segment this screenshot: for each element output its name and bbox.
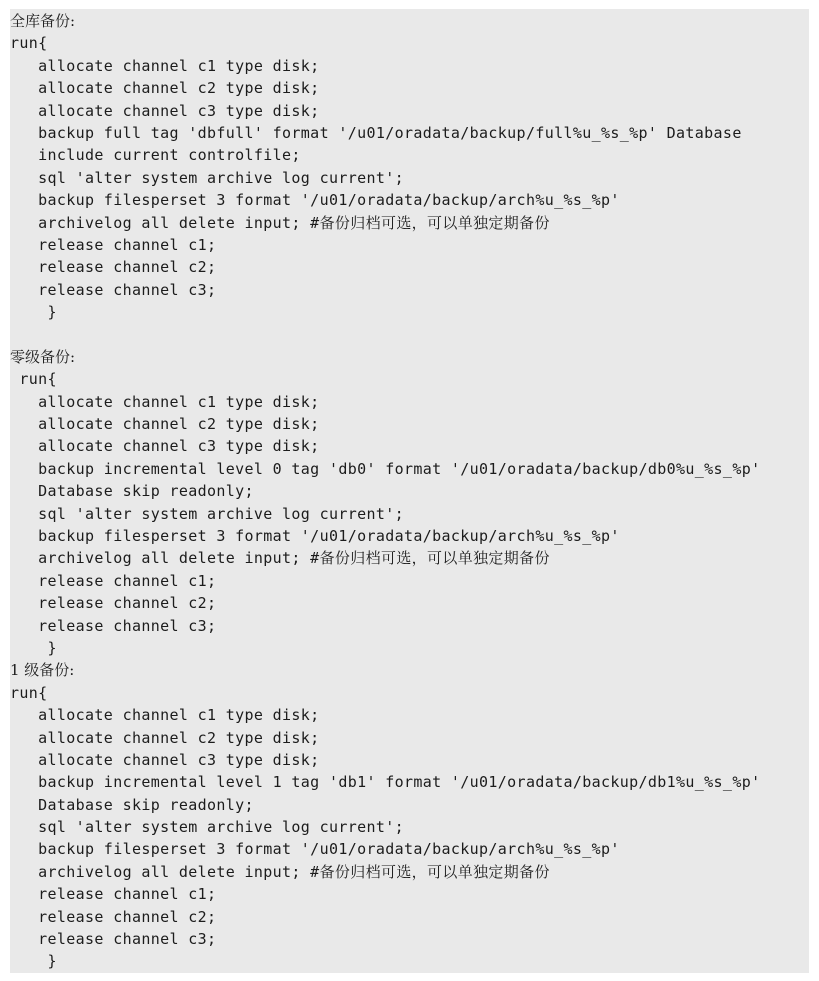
code-listing bbox=[10, 9, 809, 973]
code-line: run{ bbox=[10, 34, 48, 53]
code-line: backup filesperset 3 format '/u01/oradata/backup/arch%u_%s_%p' bbox=[10, 840, 620, 859]
code-line: backup incremental level 1 tag 'db1' format '/u01/oradata/backup/db1%u_%s_%p' bbox=[10, 773, 761, 792]
code-line: release channel c2; bbox=[10, 907, 217, 926]
code-line: release channel c3; bbox=[10, 616, 217, 635]
code-line: run{ bbox=[10, 370, 57, 389]
code-line: release channel c2; bbox=[10, 258, 217, 277]
code-line: run{ bbox=[10, 683, 48, 702]
code-line: sql 'alter system archive log current'; bbox=[10, 504, 404, 523]
code-line: archivelog all delete input; #备份归档可选，可以单独定期备份 bbox=[10, 213, 550, 232]
code-line: backup incremental level 0 tag 'db0' format '/u01/oradata/backup/db0%u_%s_%p' bbox=[10, 459, 761, 478]
code-line: allocate channel c2 type disk; bbox=[10, 415, 320, 434]
code-line: allocate channel c3 type disk; bbox=[10, 750, 320, 769]
code-line: sql 'alter system archive log current'; bbox=[10, 818, 404, 837]
code-line: backup full tag 'dbfull' format '/u01/oradata/backup/full%u_%s_%p' Database bbox=[10, 123, 742, 142]
code-line: Database skip readonly; bbox=[10, 795, 254, 814]
code-line: include current controlfile; bbox=[10, 146, 301, 165]
code-line: allocate channel c3 type disk; bbox=[10, 437, 320, 456]
code-line: backup filesperset 3 format '/u01/oradata/backup/arch%u_%s_%p' bbox=[10, 526, 620, 545]
code-line: backup filesperset 3 format '/u01/oradata/backup/arch%u_%s_%p' bbox=[10, 191, 620, 210]
code-line: } bbox=[10, 952, 57, 971]
code-line: allocate channel c1 type disk; bbox=[10, 392, 320, 411]
code-line: Database skip readonly; bbox=[10, 482, 254, 501]
code-line: archivelog all delete input; #备份归档可选，可以单独定期备份 bbox=[10, 862, 550, 881]
code-line: release channel c1; bbox=[10, 885, 217, 904]
code-line: allocate channel c1 type disk; bbox=[10, 56, 320, 75]
code-line: release channel c2; bbox=[10, 594, 217, 613]
section-heading-full-backup: 全库备份: bbox=[10, 12, 76, 30]
code-line: sql 'alter system archive log current'; bbox=[10, 168, 404, 187]
code-line: release channel c3; bbox=[10, 930, 217, 949]
blank-line bbox=[10, 323, 809, 345]
code-line: archivelog all delete input; #备份归档可选，可以单独定期备份 bbox=[10, 549, 550, 568]
code-line: release channel c1; bbox=[10, 235, 217, 254]
section-heading-level-0-backup: 零级备份: bbox=[10, 347, 76, 366]
code-line: allocate channel c3 type disk; bbox=[10, 101, 320, 120]
code-line: } bbox=[10, 303, 57, 322]
code-line: } bbox=[10, 638, 57, 657]
code-line: allocate channel c1 type disk; bbox=[10, 706, 320, 725]
code-line: allocate channel c2 type disk; bbox=[10, 79, 320, 98]
section-heading-level-1-backup: 1 级备份: bbox=[10, 661, 75, 680]
code-line: release channel c3; bbox=[10, 280, 217, 299]
code-line: release channel c1; bbox=[10, 571, 217, 590]
code-line: allocate channel c2 type disk; bbox=[10, 728, 320, 747]
